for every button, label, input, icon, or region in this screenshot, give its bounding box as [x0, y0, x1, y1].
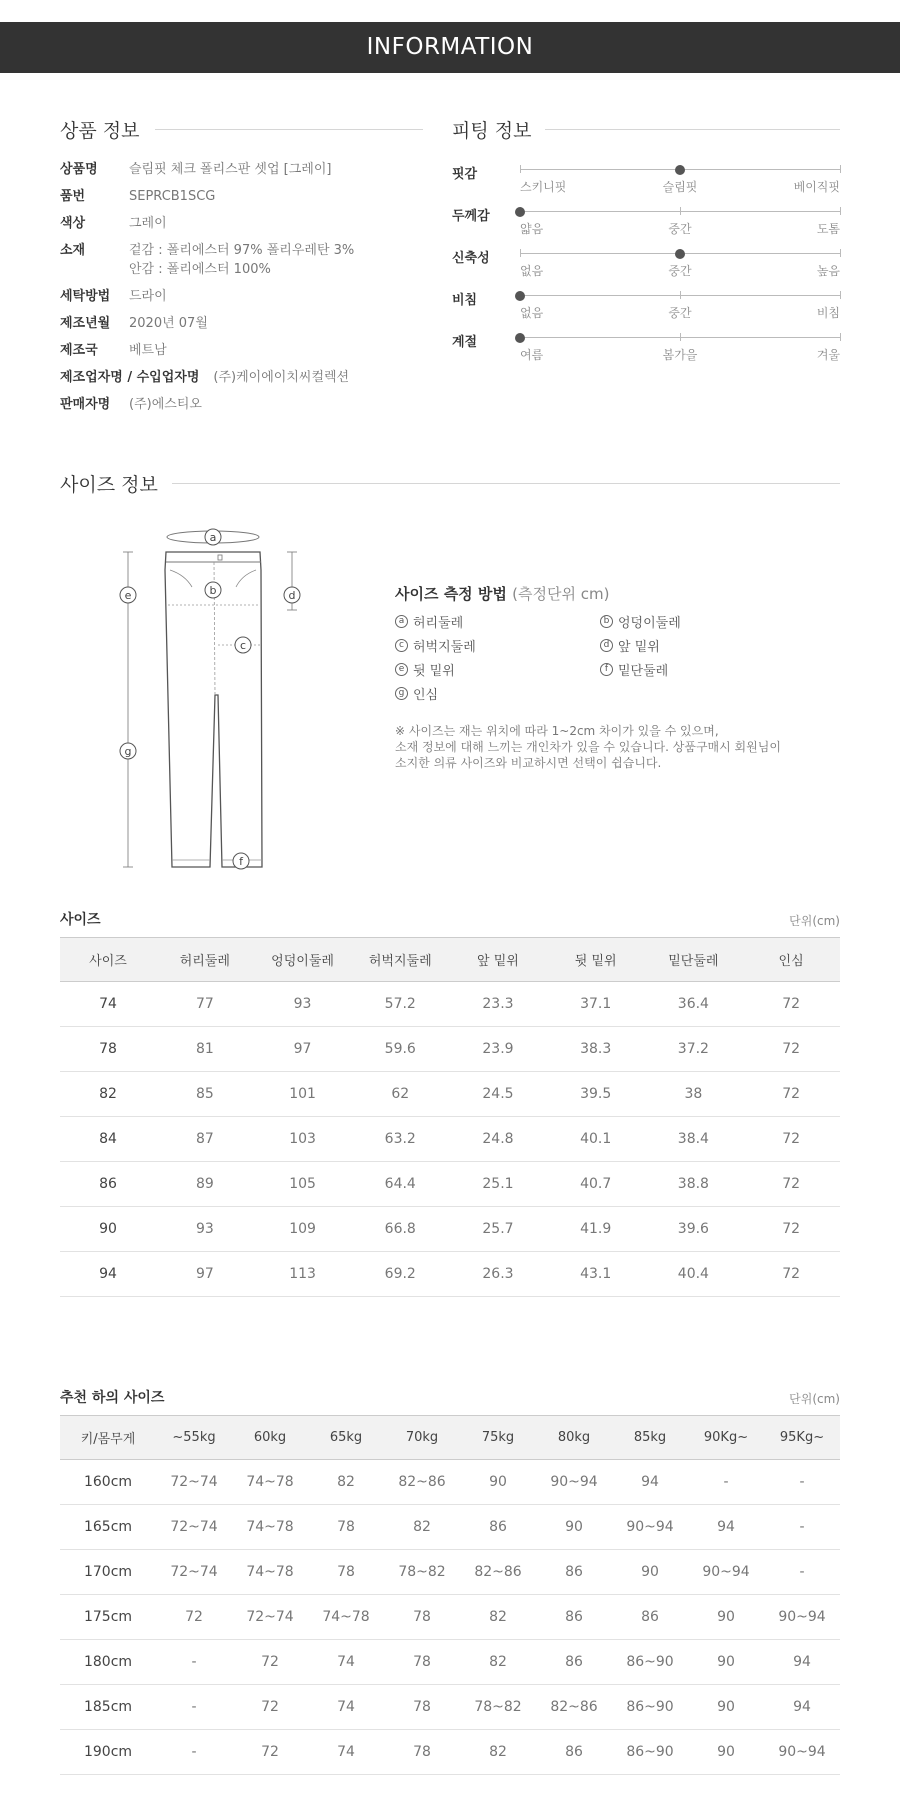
table-cell: 78 — [384, 1730, 460, 1775]
letter-circle-icon: c — [395, 639, 408, 652]
table-cell: 90~94 — [688, 1550, 764, 1595]
fitting-scale-tick — [840, 249, 841, 257]
table-cell: 69.2 — [351, 1252, 449, 1297]
product-info-value: 2020년 07월 — [129, 316, 208, 331]
table-cell: 74~78 — [232, 1550, 308, 1595]
table-cell: 190cm — [60, 1730, 156, 1775]
table-row — [60, 1072, 840, 1117]
table-cell: 85 — [156, 1072, 254, 1117]
fitting-scale-tick — [680, 333, 681, 341]
table-cell: 86 — [60, 1162, 156, 1207]
table-cell: 72~74 — [156, 1550, 232, 1595]
measurement-item — [600, 612, 681, 631]
fitting-selected-dot — [515, 333, 525, 343]
table-cell: 90 — [460, 1460, 536, 1505]
fitting-info-list — [452, 160, 840, 370]
table-cell: 72 — [742, 1117, 840, 1162]
fitting-row — [452, 202, 840, 244]
size-table-title: 사이즈 — [60, 912, 101, 928]
fitting-label: 비침 — [452, 293, 478, 308]
fitting-option-label: 중간 — [668, 222, 692, 236]
table-header-cell: 인심 — [742, 938, 840, 982]
fitting-option-label: 없음 — [520, 306, 544, 320]
table-cell: 165cm — [60, 1505, 156, 1550]
table-cell: 23.9 — [449, 1027, 547, 1072]
fitting-option-label: 없음 — [520, 264, 544, 278]
table-cell: 90 — [612, 1550, 688, 1595]
product-info-label: 품번 — [60, 189, 86, 204]
fitting-label: 계절 — [452, 335, 478, 350]
measurement-item-label: 밑단둘레 — [618, 664, 669, 679]
information-banner: INFORMATION — [0, 22, 900, 73]
fitting-scale-tick — [840, 165, 841, 173]
table-cell: 72 — [232, 1640, 308, 1685]
table-cell: 97 — [156, 1252, 254, 1297]
product-info-label: 제조년월 — [60, 316, 111, 331]
letter-circle-icon: b — [600, 615, 613, 628]
table-header-cell: 80kg — [536, 1416, 612, 1460]
product-info-label: 색상 — [60, 216, 86, 231]
fitting-row — [452, 328, 840, 370]
table-cell: 78~82 — [460, 1685, 536, 1730]
fitting-option-label: 도톰 — [816, 222, 840, 236]
table-cell: 86 — [536, 1640, 612, 1685]
table-header-cell: 엉덩이둘레 — [254, 938, 352, 982]
product-info-value: 베트남 — [129, 343, 167, 358]
table-cell: 82 — [60, 1072, 156, 1117]
table-cell: 57.2 — [351, 982, 449, 1027]
fitting-option-label: 얇음 — [520, 222, 544, 236]
product-info-value: 슬림핏 체크 폴리스판 셋업 [그레이] — [129, 162, 332, 177]
letter-circle-icon: d — [600, 639, 613, 652]
table-header-cell: 70kg — [384, 1416, 460, 1460]
table-cell: 25.7 — [449, 1207, 547, 1252]
table-cell: 38 — [645, 1072, 743, 1117]
fitting-selected-dot — [675, 165, 685, 175]
table-cell: 25.1 — [449, 1162, 547, 1207]
table-row — [60, 1460, 840, 1505]
table-cell: 78 — [384, 1595, 460, 1640]
table-cell: 72 — [742, 1207, 840, 1252]
letter-circle-icon: g — [395, 687, 408, 700]
fitting-label: 두께감 — [452, 209, 490, 224]
product-info-title: 상품 정보 — [60, 120, 140, 142]
table-cell: 74 — [308, 1685, 384, 1730]
table-header-cell: 허리둘레 — [156, 938, 254, 982]
table-header-cell: 65kg — [308, 1416, 384, 1460]
letter-circle-icon: e — [395, 663, 408, 676]
table-cell: 72 — [742, 982, 840, 1027]
product-info-label: 세탁방법 — [60, 289, 111, 304]
fitting-option-label: 슬림핏 — [662, 180, 698, 194]
letter-b-marker — [205, 582, 221, 598]
fitting-row — [452, 286, 840, 328]
table-cell: 82 — [308, 1460, 384, 1505]
fitting-label: 핏감 — [452, 167, 478, 182]
size-info-divider — [172, 483, 840, 484]
product-info-value: 드라이 — [129, 289, 167, 304]
method-unit-text: (측정단위 cm) — [512, 585, 610, 603]
table-cell: 72 — [742, 1162, 840, 1207]
table-cell: 160cm — [60, 1460, 156, 1505]
product-info-row — [60, 160, 440, 179]
table-row — [60, 1252, 840, 1297]
table-cell: 38.8 — [645, 1162, 743, 1207]
table-cell: 82~86 — [460, 1550, 536, 1595]
fitting-option-label: 봄가을 — [662, 348, 698, 362]
fitting-scale-tick — [520, 249, 521, 257]
product-info-row — [60, 395, 440, 414]
measurement-item-label: 앞 밑위 — [618, 640, 660, 655]
measurement-item — [395, 684, 438, 703]
table-cell: 78 — [60, 1027, 156, 1072]
table-header-cell: 뒷 밑위 — [547, 938, 645, 982]
product-info-value: (주)에스티오 — [129, 397, 202, 412]
table-cell: 94 — [764, 1685, 840, 1730]
fitting-info-divider — [545, 129, 840, 130]
table-cell: 37.1 — [547, 982, 645, 1027]
letter-f-marker — [233, 853, 249, 869]
table-cell: 94 — [764, 1640, 840, 1685]
svg-text:e: e — [124, 589, 132, 602]
table-cell: 90 — [536, 1505, 612, 1550]
measurement-item — [395, 636, 476, 655]
fitting-option-label: 여름 — [520, 348, 544, 362]
table-row — [60, 1730, 840, 1775]
table-cell: 66.8 — [351, 1207, 449, 1252]
table-cell: 86 — [612, 1595, 688, 1640]
table-cell: 40.4 — [645, 1252, 743, 1297]
svg-text:d: d — [288, 589, 296, 602]
measurement-item — [395, 612, 463, 631]
table-cell: - — [156, 1730, 232, 1775]
letter-c-marker — [235, 637, 251, 653]
fitting-selected-dot — [675, 249, 685, 259]
size-table-unit: 단위(cm) — [789, 914, 840, 928]
product-info-label: 제조국 — [60, 343, 98, 358]
table-cell: 39.6 — [645, 1207, 743, 1252]
recommend-size-table — [60, 1415, 840, 1775]
letter-d-marker — [284, 587, 300, 603]
table-cell: - — [764, 1550, 840, 1595]
table-cell: 72 — [232, 1685, 308, 1730]
fitting-scale-tick — [680, 291, 681, 299]
table-cell: 72 — [156, 1595, 232, 1640]
table-cell: 38.4 — [645, 1117, 743, 1162]
table-cell: 59.6 — [351, 1027, 449, 1072]
recommend-table-unit: 단위(cm) — [789, 1392, 840, 1406]
product-info-label: 제조업자명 / 수입업자명 — [60, 370, 200, 385]
measurement-item-label: 뒷 밑위 — [413, 664, 455, 679]
table-cell: 74 — [308, 1640, 384, 1685]
letter-e-marker — [120, 587, 136, 603]
table-cell: 72 — [232, 1730, 308, 1775]
table-row — [60, 1162, 840, 1207]
table-header-cell: 60kg — [232, 1416, 308, 1460]
size-table — [60, 937, 840, 1297]
fitting-option-label: 높음 — [816, 264, 840, 278]
table-cell: 109 — [254, 1207, 352, 1252]
product-info-list — [60, 160, 440, 422]
table-cell: 72~74 — [232, 1595, 308, 1640]
product-info-row — [60, 368, 440, 387]
table-cell: 86~90 — [612, 1730, 688, 1775]
table-cell: 86~90 — [612, 1640, 688, 1685]
letter-circle-icon: a — [395, 615, 408, 628]
table-cell: 23.3 — [449, 982, 547, 1027]
table-cell: 77 — [156, 982, 254, 1027]
fitting-option-label: 중간 — [668, 264, 692, 278]
fitting-scale-tick — [840, 291, 841, 299]
table-cell: 90~94 — [764, 1595, 840, 1640]
size-info-title: 사이즈 정보 — [60, 474, 158, 496]
table-row — [60, 1207, 840, 1252]
table-row — [60, 1027, 840, 1072]
product-info-row — [60, 314, 440, 333]
table-cell: 90~94 — [764, 1730, 840, 1775]
table-cell: - — [156, 1640, 232, 1685]
measurement-item-label: 인심 — [413, 688, 439, 703]
letter-g-marker — [120, 743, 136, 759]
table-cell: 90 — [688, 1730, 764, 1775]
table-cell: 94 — [60, 1252, 156, 1297]
table-cell: - — [156, 1685, 232, 1730]
letter-circle-icon: f — [600, 663, 613, 676]
table-cell: 93 — [156, 1207, 254, 1252]
table-cell: 74~78 — [232, 1505, 308, 1550]
table-header-cell: ~55kg — [156, 1416, 232, 1460]
table-cell: 103 — [254, 1117, 352, 1162]
product-info-value: 겉감 : 폴리에스터 97% 폴리우레탄 3% 안감 : 폴리에스터 100% — [129, 243, 355, 277]
table-cell: 82 — [460, 1730, 536, 1775]
measurement-item-label: 엉덩이둘레 — [618, 616, 681, 631]
product-info-row — [60, 341, 440, 360]
measurement-note: ※ 사이즈는 재는 위치에 따라 1~2cm 차이가 있을 수 있으며, 소재 정보에 대해 느끼는 개인차가 있을 수 있습니다. 상품구매시 회원님이 소지한 의류 사이즈와 비교하시면 선택이 쉽습니다. — [395, 724, 781, 770]
table-cell: 170cm — [60, 1550, 156, 1595]
table-cell: 86~90 — [612, 1685, 688, 1730]
table-cell: 180cm — [60, 1640, 156, 1685]
table-header-cell: 사이즈 — [60, 938, 156, 982]
table-cell: 78 — [384, 1685, 460, 1730]
table-cell: 82~86 — [384, 1460, 460, 1505]
svg-text:f: f — [239, 855, 243, 868]
table-cell: 101 — [254, 1072, 352, 1117]
fitting-scale-tick — [840, 207, 841, 215]
fitting-selected-dot — [515, 291, 525, 301]
table-row — [60, 1640, 840, 1685]
method-title-text: 사이즈 측정 방법 — [395, 585, 507, 603]
table-cell: 97 — [254, 1027, 352, 1072]
product-info-value: SEPRCB1SCG — [129, 189, 216, 204]
fitting-row — [452, 160, 840, 202]
product-info-row — [60, 241, 440, 279]
table-cell: 78 — [308, 1505, 384, 1550]
table-header-cell: 95Kg~ — [764, 1416, 840, 1460]
product-info-label: 판매자명 — [60, 397, 111, 412]
fitting-selected-dot — [515, 207, 525, 217]
product-info-value: (주)케이에이치씨컬렉션 — [213, 370, 350, 385]
table-header-cell: 75kg — [460, 1416, 536, 1460]
table-header-cell: 허벅지둘레 — [351, 938, 449, 982]
measurement-item — [600, 636, 660, 655]
table-cell: 90~94 — [612, 1505, 688, 1550]
fitting-scale-tick — [680, 207, 681, 215]
table-cell: 84 — [60, 1117, 156, 1162]
measurement-item — [395, 660, 455, 679]
fitting-option-label: 스키니핏 — [520, 180, 567, 194]
fitting-label: 신축성 — [452, 251, 490, 266]
table-cell: 72 — [742, 1072, 840, 1117]
table-cell: 90 — [688, 1640, 764, 1685]
table-cell: 86 — [536, 1550, 612, 1595]
table-row — [60, 1685, 840, 1730]
table-cell: 40.7 — [547, 1162, 645, 1207]
svg-text:a: a — [209, 531, 217, 544]
table-cell: 90 — [688, 1595, 764, 1640]
table-cell: 72~74 — [156, 1505, 232, 1550]
table-cell: 81 — [156, 1027, 254, 1072]
table-cell: 82 — [460, 1640, 536, 1685]
product-info-label: 소재 — [60, 243, 86, 258]
table-cell: 90 — [688, 1685, 764, 1730]
table-cell: 62 — [351, 1072, 449, 1117]
svg-text:g: g — [124, 745, 132, 758]
fitting-row — [452, 244, 840, 286]
fitting-scale-tick — [520, 165, 521, 173]
table-cell: 74~78 — [232, 1460, 308, 1505]
fitting-option-label: 중간 — [668, 306, 692, 320]
table-cell: 26.3 — [449, 1252, 547, 1297]
table-header-cell: 키/몸무게 — [60, 1416, 156, 1460]
table-cell: 24.5 — [449, 1072, 547, 1117]
table-row — [60, 1595, 840, 1640]
table-cell: 39.5 — [547, 1072, 645, 1117]
table-cell: 87 — [156, 1117, 254, 1162]
measurement-item-label: 허리둘레 — [413, 616, 464, 631]
table-cell: 72 — [742, 1027, 840, 1072]
product-info-row — [60, 214, 440, 233]
letter-a-marker — [205, 529, 221, 545]
table-cell: 78~82 — [384, 1550, 460, 1595]
table-cell: 89 — [156, 1162, 254, 1207]
table-cell: 72~74 — [156, 1460, 232, 1505]
fitting-option-label: 베이직핏 — [793, 180, 840, 194]
table-cell: 43.1 — [547, 1252, 645, 1297]
svg-text:b: b — [209, 584, 217, 597]
table-cell: 90 — [60, 1207, 156, 1252]
table-header-cell: 앞 밑위 — [449, 938, 547, 982]
table-header-cell: 90Kg~ — [688, 1416, 764, 1460]
table-cell: 82~86 — [536, 1685, 612, 1730]
table-cell: - — [688, 1460, 764, 1505]
table-cell: 40.1 — [547, 1117, 645, 1162]
table-cell: 72 — [742, 1252, 840, 1297]
table-cell: 36.4 — [645, 982, 743, 1027]
product-info-value: 그레이 — [129, 216, 167, 231]
table-cell: 74 — [308, 1730, 384, 1775]
table-row — [60, 1550, 840, 1595]
table-cell: 74 — [60, 982, 156, 1027]
pants-illustration — [110, 515, 310, 875]
table-header-cell: 85kg — [612, 1416, 688, 1460]
table-cell: 86 — [536, 1595, 612, 1640]
pants-diagram — [110, 515, 310, 875]
measurement-item-label: 허벅지둘레 — [413, 640, 476, 655]
table-row — [60, 1117, 840, 1162]
table-cell: 185cm — [60, 1685, 156, 1730]
table-cell: 175cm — [60, 1595, 156, 1640]
fitting-option-label: 겨울 — [816, 348, 840, 362]
fitting-option-label: 비침 — [816, 306, 840, 320]
table-cell: - — [764, 1460, 840, 1505]
product-info-row — [60, 287, 440, 306]
table-cell: 105 — [254, 1162, 352, 1207]
table-cell: 94 — [688, 1505, 764, 1550]
table-cell: 82 — [460, 1595, 536, 1640]
product-info-divider — [155, 129, 423, 130]
measurement-method-list — [395, 612, 835, 712]
table-cell: 63.2 — [351, 1117, 449, 1162]
table-cell: 82 — [384, 1505, 460, 1550]
measurement-method-title — [395, 583, 835, 604]
table-cell: 113 — [254, 1252, 352, 1297]
svg-text:c: c — [239, 639, 247, 652]
table-cell: 78 — [308, 1550, 384, 1595]
product-info-label: 상품명 — [60, 162, 98, 177]
measurement-method — [395, 583, 835, 770]
table-row — [60, 982, 840, 1027]
table-cell: 41.9 — [547, 1207, 645, 1252]
recommend-table-title: 추천 하의 사이즈 — [60, 1390, 165, 1406]
fitting-info-title: 피팅 정보 — [452, 120, 532, 142]
table-row — [60, 1505, 840, 1550]
fitting-scale-tick — [840, 333, 841, 341]
table-cell: 64.4 — [351, 1162, 449, 1207]
table-cell: 24.8 — [449, 1117, 547, 1162]
table-cell: 74~78 — [308, 1595, 384, 1640]
table-cell: - — [764, 1505, 840, 1550]
product-info-row — [60, 187, 440, 206]
table-header-cell: 밑단둘레 — [645, 938, 743, 982]
table-cell: 37.2 — [645, 1027, 743, 1072]
table-cell: 78 — [384, 1640, 460, 1685]
measurement-item — [600, 660, 668, 679]
table-cell: 38.3 — [547, 1027, 645, 1072]
table-cell: 94 — [612, 1460, 688, 1505]
table-cell: 86 — [536, 1730, 612, 1775]
table-cell: 86 — [460, 1505, 536, 1550]
table-cell: 90~94 — [536, 1460, 612, 1505]
table-cell: 93 — [254, 982, 352, 1027]
